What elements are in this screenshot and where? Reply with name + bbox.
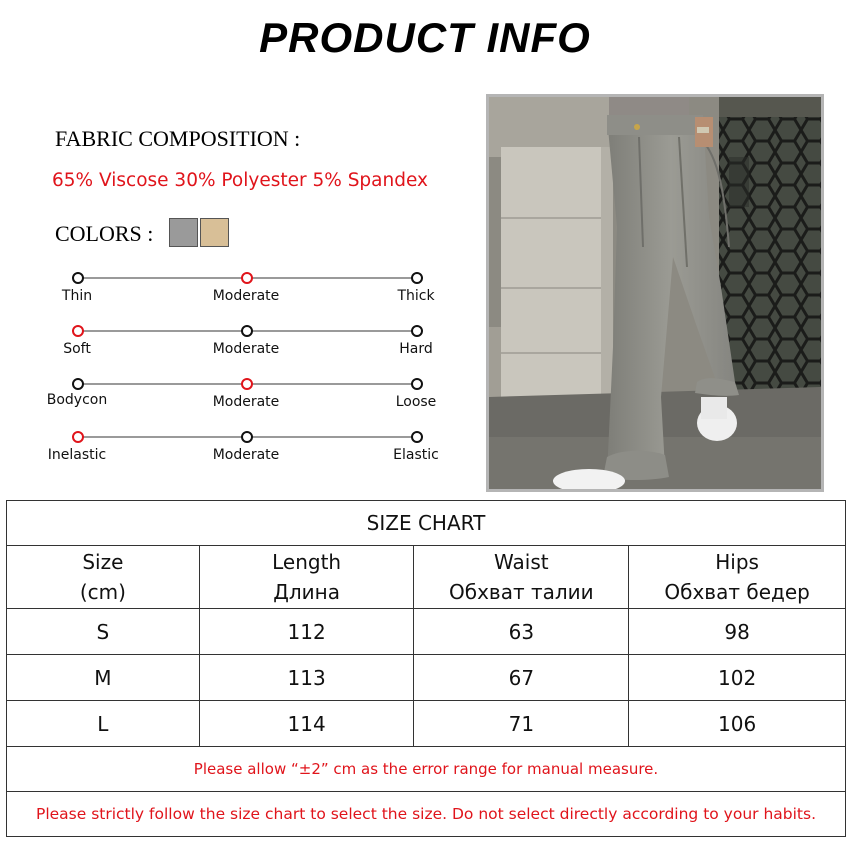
column-header-size (7, 546, 200, 609)
column-header-line: Длина (273, 580, 340, 604)
thickness-scale (40, 272, 460, 322)
product-photo-illustration (489, 97, 821, 489)
table-cell: 67 (414, 655, 629, 701)
scale-label-bodycon: Bodycon (46, 392, 108, 408)
column-header-line: (cm) (79, 580, 126, 604)
table-cell: 106 (629, 701, 846, 747)
scale-label-elastic: Elastic (393, 447, 439, 463)
column-header-waist (414, 546, 629, 609)
column-header-line: Waist (494, 550, 549, 574)
table-cell: 98 (629, 609, 846, 655)
scale-label-thick: Thick (397, 288, 435, 304)
scale-dot-moderate (241, 431, 253, 443)
scale-dot-elastic (411, 431, 423, 443)
column-header-length (199, 546, 414, 609)
scale-dot-moderate (241, 272, 253, 284)
column-header-line: Size (82, 550, 124, 574)
scale-dot-soft (72, 325, 84, 337)
colors-label: COLORS : (55, 221, 154, 246)
fit-scale (40, 378, 460, 428)
size-chart-table (6, 500, 846, 837)
table-row (7, 609, 846, 655)
column-header-line: Обхват бедер (664, 580, 810, 604)
table-cell: 112 (199, 609, 414, 655)
softness-scale (40, 325, 460, 375)
column-header-line: Обхват талии (449, 580, 594, 604)
table-cell: M (7, 655, 200, 701)
scale-label-moderate: Moderate (212, 447, 280, 463)
table-cell: L (7, 701, 200, 747)
table-cell: 63 (414, 609, 629, 655)
size-selection-note: Please strictly follow the size chart to select the size. Do not select directly according to your habits. (7, 792, 846, 837)
column-header-hips (629, 546, 846, 609)
page-title: PRODUCT INFO (259, 14, 591, 61)
table-cell: 102 (629, 655, 846, 701)
elasticity-scale (40, 431, 460, 481)
scale-label-inelastic: Inelastic (47, 447, 107, 463)
size-chart-title: SIZE CHART (7, 501, 846, 546)
scale-dot-moderate (241, 325, 253, 337)
scale-label-moderate: Moderate (212, 288, 280, 304)
scale-dot-inelastic (72, 431, 84, 443)
table-cell: 113 (199, 655, 414, 701)
fabric-composition-value: 65% Viscose 30% Polyester 5% Spandex (52, 170, 428, 191)
color-swatch-beige[interactable] (200, 218, 229, 247)
scale-label-moderate: Moderate (212, 341, 280, 357)
measurement-error-note: Please allow “±2” cm as the error range for manual measure. (7, 747, 846, 792)
scale-label-loose: Loose (395, 394, 437, 410)
color-swatch-gray[interactable] (169, 218, 198, 247)
scale-dot-thin (72, 272, 84, 284)
scale-dot-hard (411, 325, 423, 337)
scale-dot-thick (411, 272, 423, 284)
scale-label-thin: Thin (61, 288, 93, 304)
column-header-line: Hips (715, 550, 759, 574)
table-cell: 71 (414, 701, 629, 747)
table-row (7, 701, 846, 747)
column-header-line: Length (272, 550, 342, 574)
scale-label-moderate: Moderate (212, 394, 280, 410)
scale-label-hard: Hard (399, 341, 433, 357)
table-cell: S (7, 609, 200, 655)
table-row (7, 655, 846, 701)
table-cell: 114 (199, 701, 414, 747)
scale-dot-moderate (241, 378, 253, 390)
scale-dot-loose (411, 378, 423, 390)
product-photo (486, 94, 824, 492)
fabric-composition-label: FABRIC COMPOSITION : (55, 126, 301, 151)
scale-label-soft: Soft (63, 341, 91, 357)
scale-dot-bodycon (72, 378, 84, 390)
